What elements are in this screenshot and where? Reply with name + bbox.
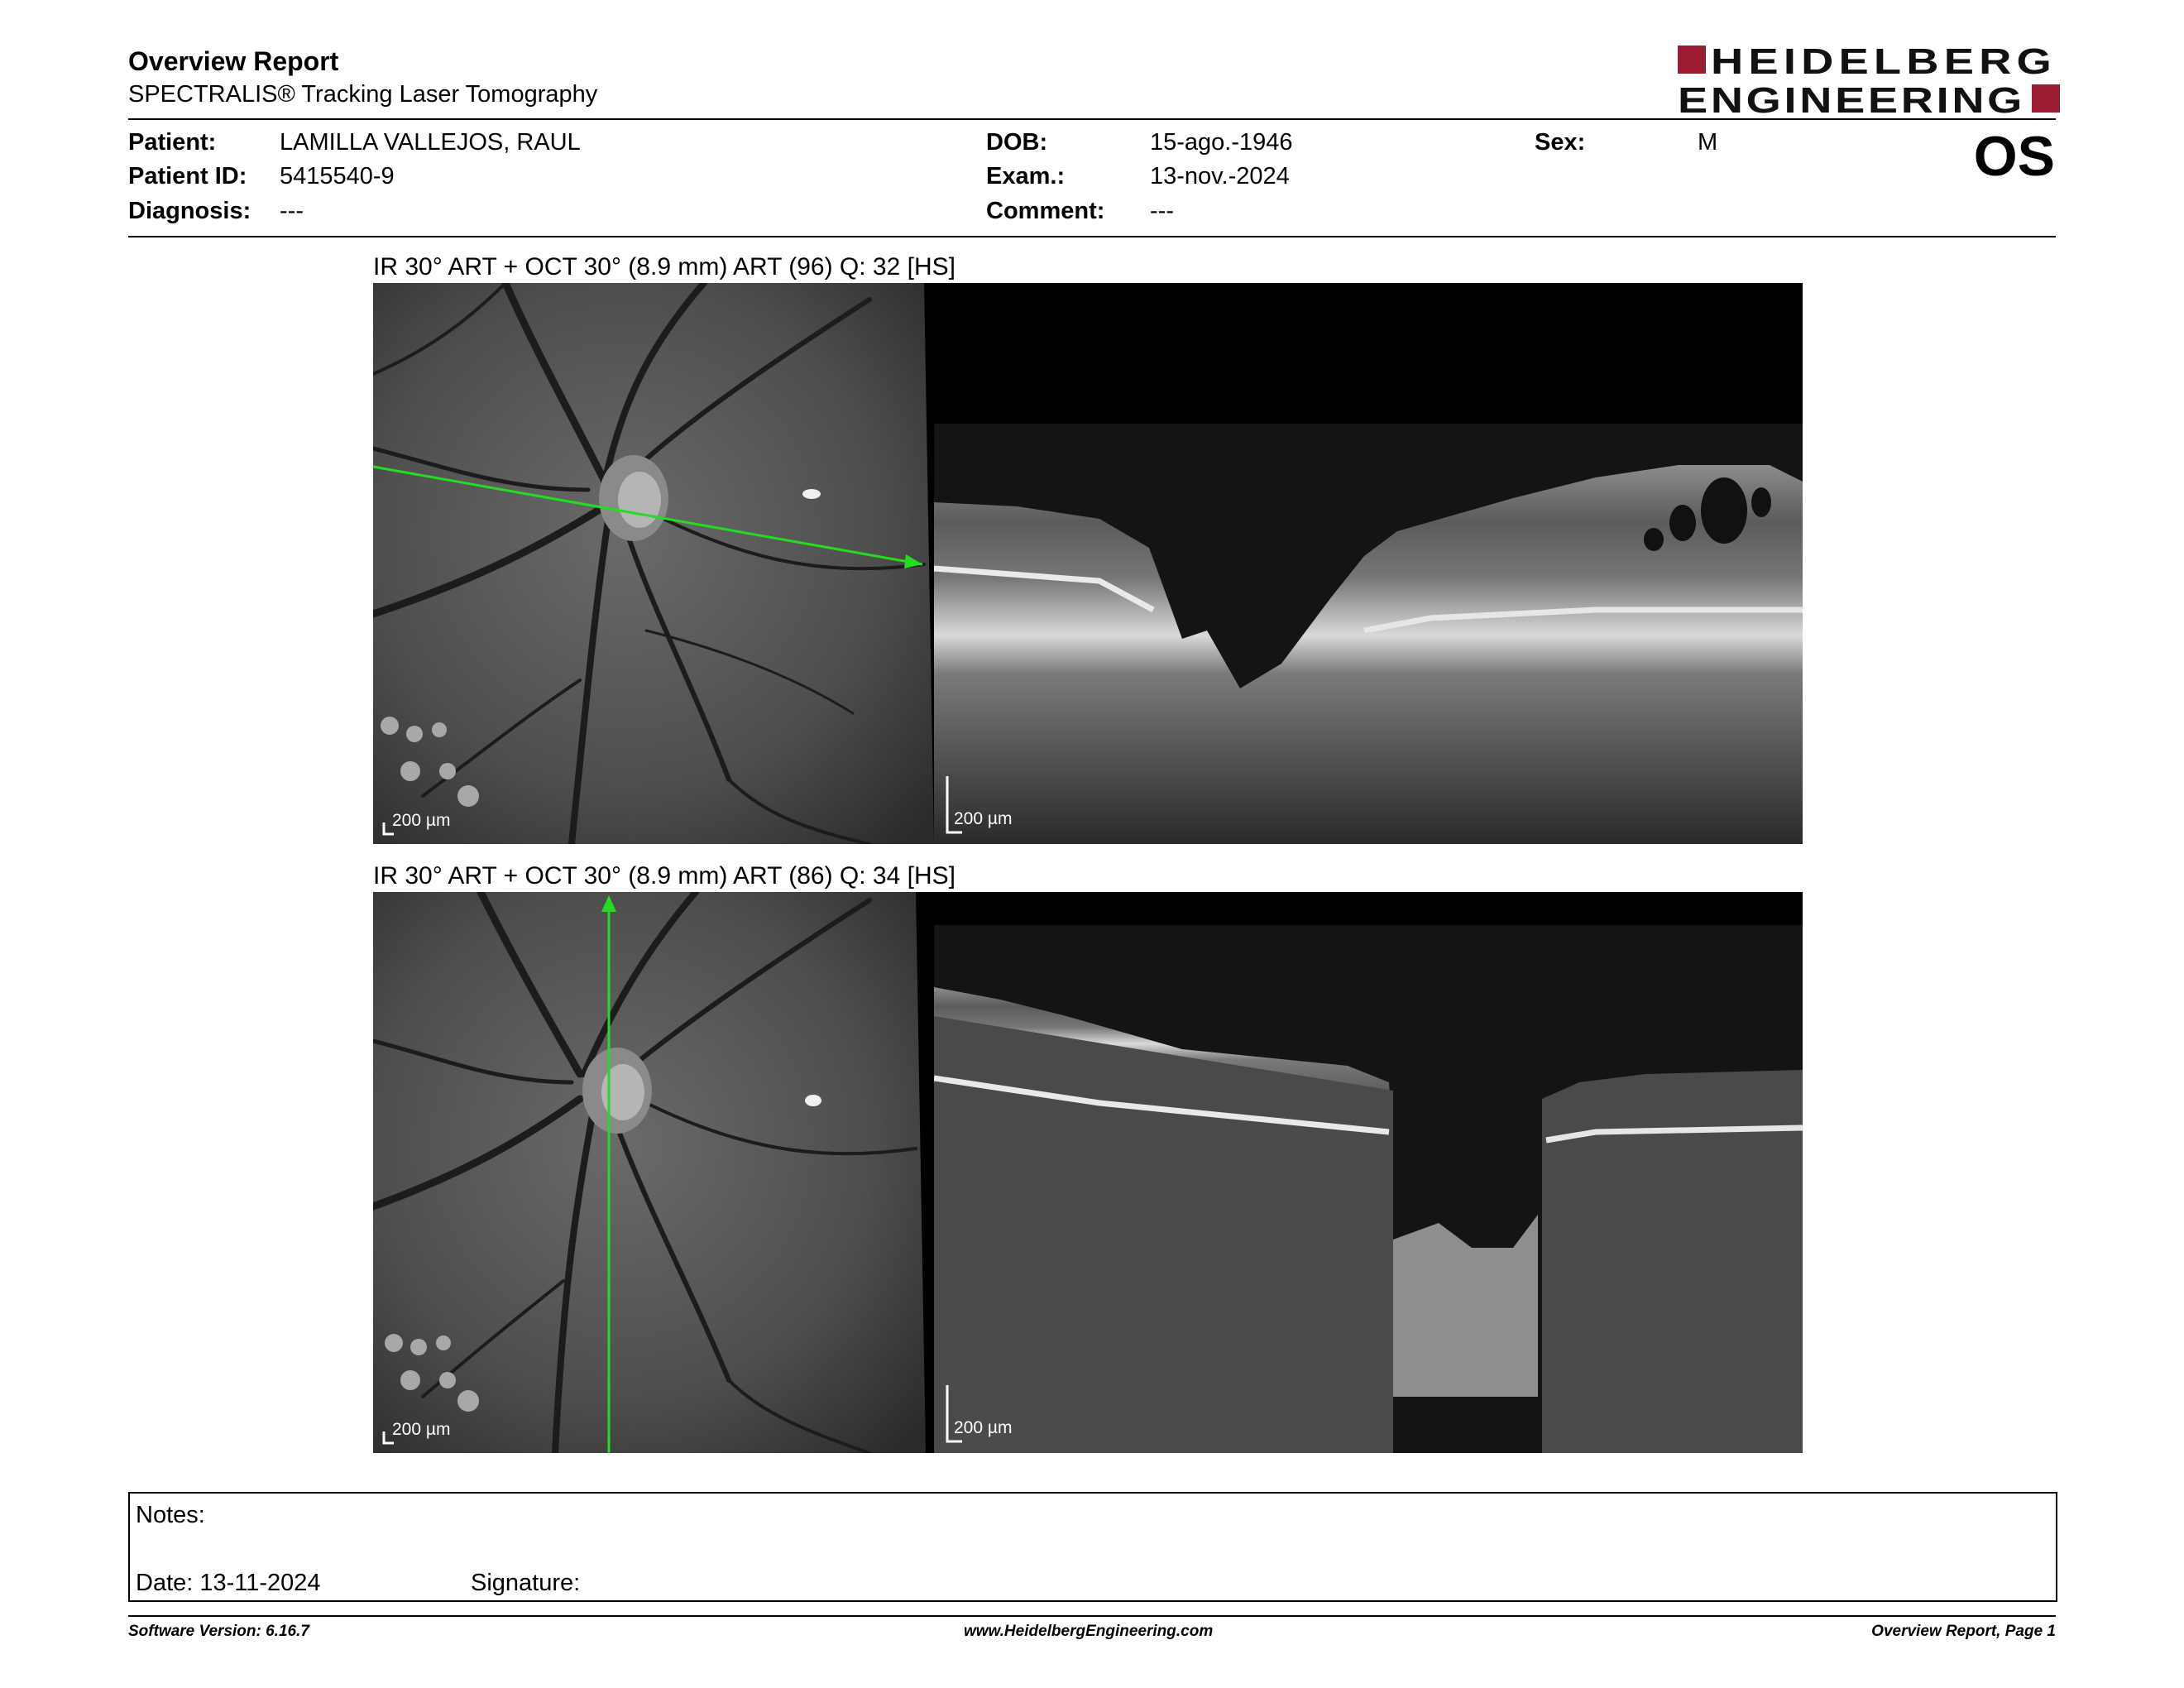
svg-text:ENGINEERING: ENGINEERING (1678, 80, 2025, 117)
eye-indicator: OS (1973, 125, 2055, 188)
footer-divider (128, 1615, 2056, 1617)
patient-id: 5415540-9 (280, 163, 395, 189)
dob-value: 15-ago.-1946 (1150, 129, 1293, 156)
dob-label: DOB: (986, 129, 1048, 156)
report-title: Overview Report (128, 46, 339, 76)
fundus-image-1 (373, 283, 934, 844)
software-version: Software Version: 6.16.7 (128, 1623, 309, 1640)
sex-value: M (1698, 129, 1718, 156)
diagnosis-label: Diagnosis: (128, 198, 251, 224)
website-link[interactable]: www.HeidelbergEngineering.com (964, 1623, 1214, 1640)
scan-caption-2: IR 30° ART + OCT 30° (8.9 mm) ART (86) Q: 34 [HS] (373, 862, 956, 890)
notes-box[interactable] (128, 1492, 2057, 1602)
exam-label: Exam.: (986, 163, 1066, 189)
patient-name: LAMILLA VALLEJOS, RAUL (280, 129, 581, 156)
comment-label: Comment: (986, 198, 1105, 224)
oct-scale-1: 200 µm (954, 809, 1013, 828)
oct-scale-2: 200 µm (954, 1418, 1013, 1437)
oct-bscan-1 (934, 283, 1803, 844)
signature-label: Signature: (471, 1570, 581, 1596)
patient-divider (128, 236, 2056, 237)
patient-id-label: Patient ID: (128, 163, 247, 189)
patient-label: Patient: (128, 129, 217, 156)
header-divider (128, 118, 2056, 120)
exam-date: 13-nov.-2024 (1150, 163, 1290, 189)
fundus-scale-1: 200 µm (392, 811, 451, 830)
heidelberg-logo (1678, 43, 2060, 117)
sex-label: Sex: (1535, 129, 1586, 156)
diagnosis-value: --- (280, 198, 304, 224)
report-subtitle: SPECTRALIS® Tracking Laser Tomography (128, 81, 598, 108)
scan-caption-1: IR 30° ART + OCT 30° (8.9 mm) ART (96) Q: 32 [HS] (373, 253, 956, 281)
fundus-scale-2: 200 µm (392, 1420, 451, 1439)
svg-text:HEIDELBERG: HEIDELBERG (1711, 43, 2057, 82)
notes-label: Notes: (136, 1502, 205, 1528)
fundus-image-2 (373, 892, 934, 1453)
oct-bscan-2 (934, 892, 1803, 1453)
page-number: Overview Report, Page 1 (1871, 1623, 2056, 1640)
date-label: Date: 13-11-2024 (136, 1570, 321, 1596)
comment-value: --- (1150, 198, 1174, 224)
